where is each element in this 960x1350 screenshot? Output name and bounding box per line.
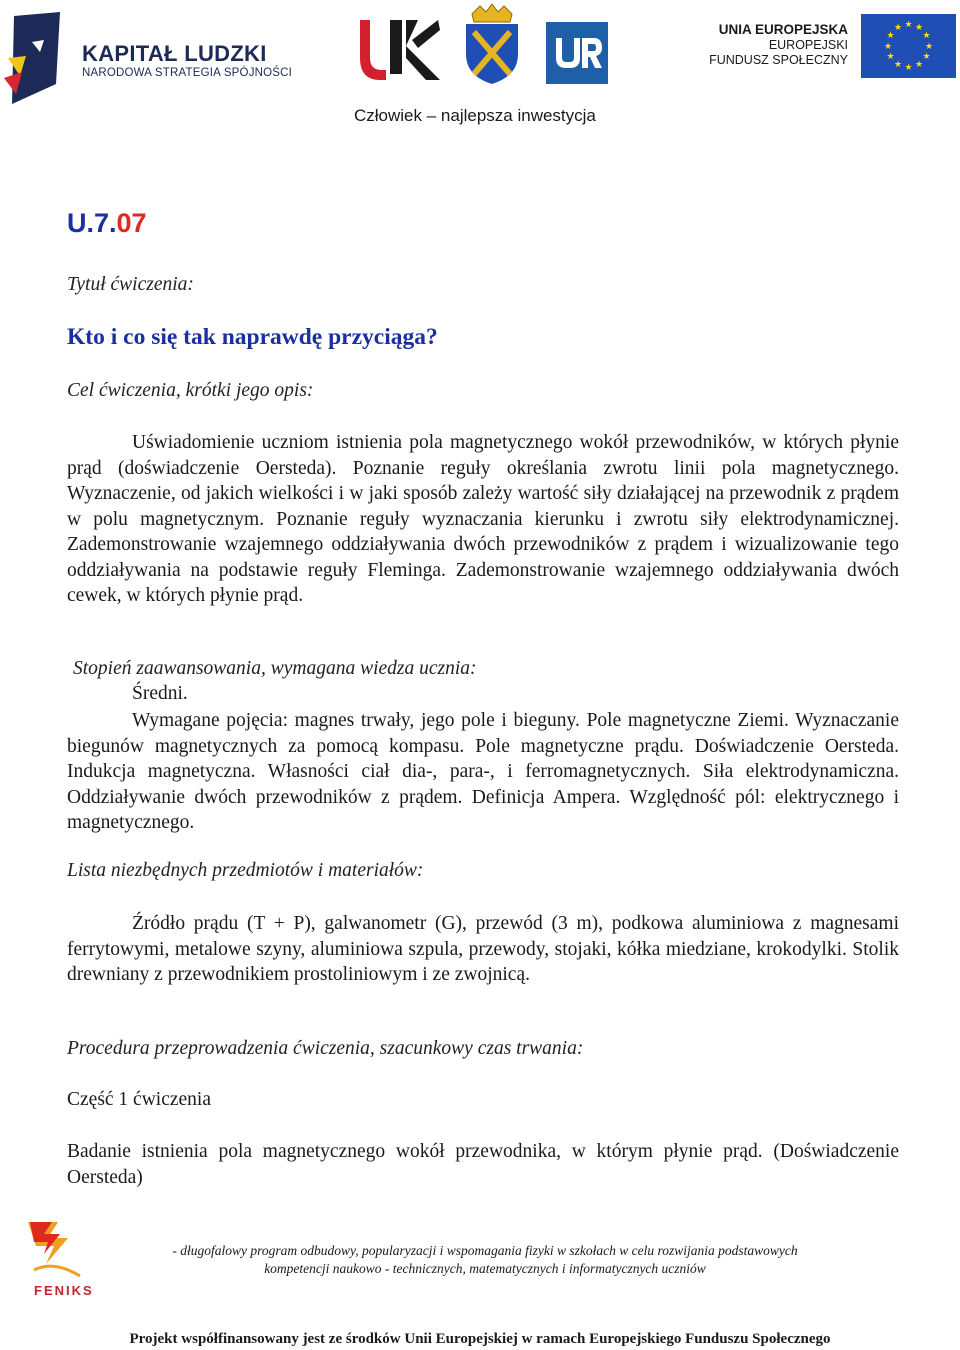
header-logo-bar: [0, 0, 960, 110]
part-text: Badanie istnienia pola magnetycznego wokół przewodnika, w którym płynie prąd. (Doświadczenie Oersteda): [67, 1141, 899, 1188]
eu-flag-icon: [861, 14, 956, 78]
svg-text:★: ★: [893, 23, 903, 33]
ur-logo-icon: [546, 22, 608, 84]
requirements-text: Wymagane pojęcia: magnes trwały, jego pole i bieguny. Pole magnetyczne Ziemi. Wyznaczanie biegunów magnetycznych za pomocą kompasu. Pole magnetyczne prądu. Doświadczenie Oersteda. Indukcja magnetyczna. Własności ciał dia-, para-, i ferromagnetycznych. Siła elektrodynamiczna. Oddziaływanie dwóch przewodników z prądem. Definicja Ampera. Względność pól: elektrycznego i magnetycznego.: [67, 710, 899, 833]
footer-cofinancing: Projekt współfinansowany jest ze środków Unii Europejskiej w ramach Europejskiego Funduszu Społecznego: [129, 1331, 831, 1347]
header-slogan: Człowiek – najlepsza inwestycja: [354, 106, 596, 125]
svg-text:★: ★: [924, 42, 934, 52]
level-label: Stopień zaawansowania, wymagana wiedza ucznia:: [73, 658, 477, 679]
svg-text:★: ★: [886, 31, 895, 41]
exercise-code-prefix: U.7.: [67, 208, 117, 238]
goal-label: Cel ćwiczenia, krótki jego opis:: [67, 380, 314, 401]
svg-text:★: ★: [922, 31, 931, 41]
procedure-label: Procedura przeprowadzenia ćwiczenia, szacunkowy czas trwania:: [67, 1038, 584, 1059]
svg-text:★: ★: [883, 42, 893, 52]
kapital-ludzki-logo-icon: [4, 12, 80, 106]
feniks-logo-icon: [24, 1220, 86, 1284]
exercise-code: [67, 208, 147, 239]
svg-text:★: ★: [904, 20, 913, 30]
svg-text:★: ★: [914, 60, 924, 70]
footer-program-line-1: - długofalowy program odbudowy, popularyzacji i wspomagania fizyki w szkołach w celu rozwijania podstawowych: [172, 1243, 798, 1258]
svg-text:★: ★: [904, 63, 913, 73]
eu-line-2: EUROPEJSKI: [768, 38, 848, 52]
eu-line-3: FUNDUSZ SPOŁECZNY: [709, 53, 848, 67]
materials-text: Źródło prądu (T + P), galwanometr (G), przewód (3 m), podkowa aluminiowa z magnesami ferrytowymi, metalowe szyny, aluminiowa szpula, przewody, stojaki, kółka miedziane, krokodylki. Stolik drewniany z przewodnikiem prostoliniowym i ze zwojnicą.: [67, 913, 899, 985]
exercise-code-number: 07: [116, 208, 147, 238]
kapital-ludzki-subtitle: NARODOWA STRATEGIA SPÓJNOŚCI: [82, 67, 293, 79]
exercise-title: Kto i co się tak naprawdę przyciąga?: [67, 324, 438, 350]
part-label: Część 1 ćwiczenia: [67, 1089, 212, 1110]
level-value: Średni.: [132, 683, 188, 704]
materials-label: Lista niezbędnych przedmiotów i materiałów:: [67, 860, 424, 881]
feniks-wordmark: FENIKS: [34, 1283, 94, 1298]
title-label: Tytuł ćwiczenia:: [67, 274, 194, 295]
svg-text:★: ★: [886, 52, 895, 62]
kapital-ludzki-title: KAPITAŁ LUDZKI: [82, 41, 267, 66]
university-crest-icon: [460, 4, 524, 84]
svg-text:★: ★: [893, 60, 903, 70]
eu-line-1: UNIA EUROPEJSKA: [718, 22, 848, 37]
kapital-ludzki-text: [82, 42, 292, 80]
eu-fund-text: [709, 22, 848, 68]
svg-text:★: ★: [922, 52, 931, 62]
goal-text: Uświadomienie uczniom istnienia pola magnetycznego wokół przewodników, w których płynie prąd (doświadczenie Oersteda). Poznanie reguły określania zwrotu linii pola magnetycznego. Wyznaczenie, od jakich wielkości i w jaki sposób zależy wartość siły działającej na przewodnik z prądem w polu magnetycznym. Poznanie reguły wyznaczania kierunku i zwrotu siły elektrodynamicznej. Zademonstrowanie wzajemnego oddziaływania dwóch przewodników z prądem i wizualizowanie tego oddziaływania na podstawie reguły Fleminga. Zademonstrowanie wzajemnego oddziaływania dwóch cewek, w których płynie prąd.: [67, 432, 899, 606]
footer-program-line-2: kompetencji naukowo - technicznych, matematycznych i informatycznych uczniów: [264, 1261, 706, 1276]
ujk-logo-icon: [356, 18, 442, 82]
svg-text:★: ★: [914, 23, 924, 33]
